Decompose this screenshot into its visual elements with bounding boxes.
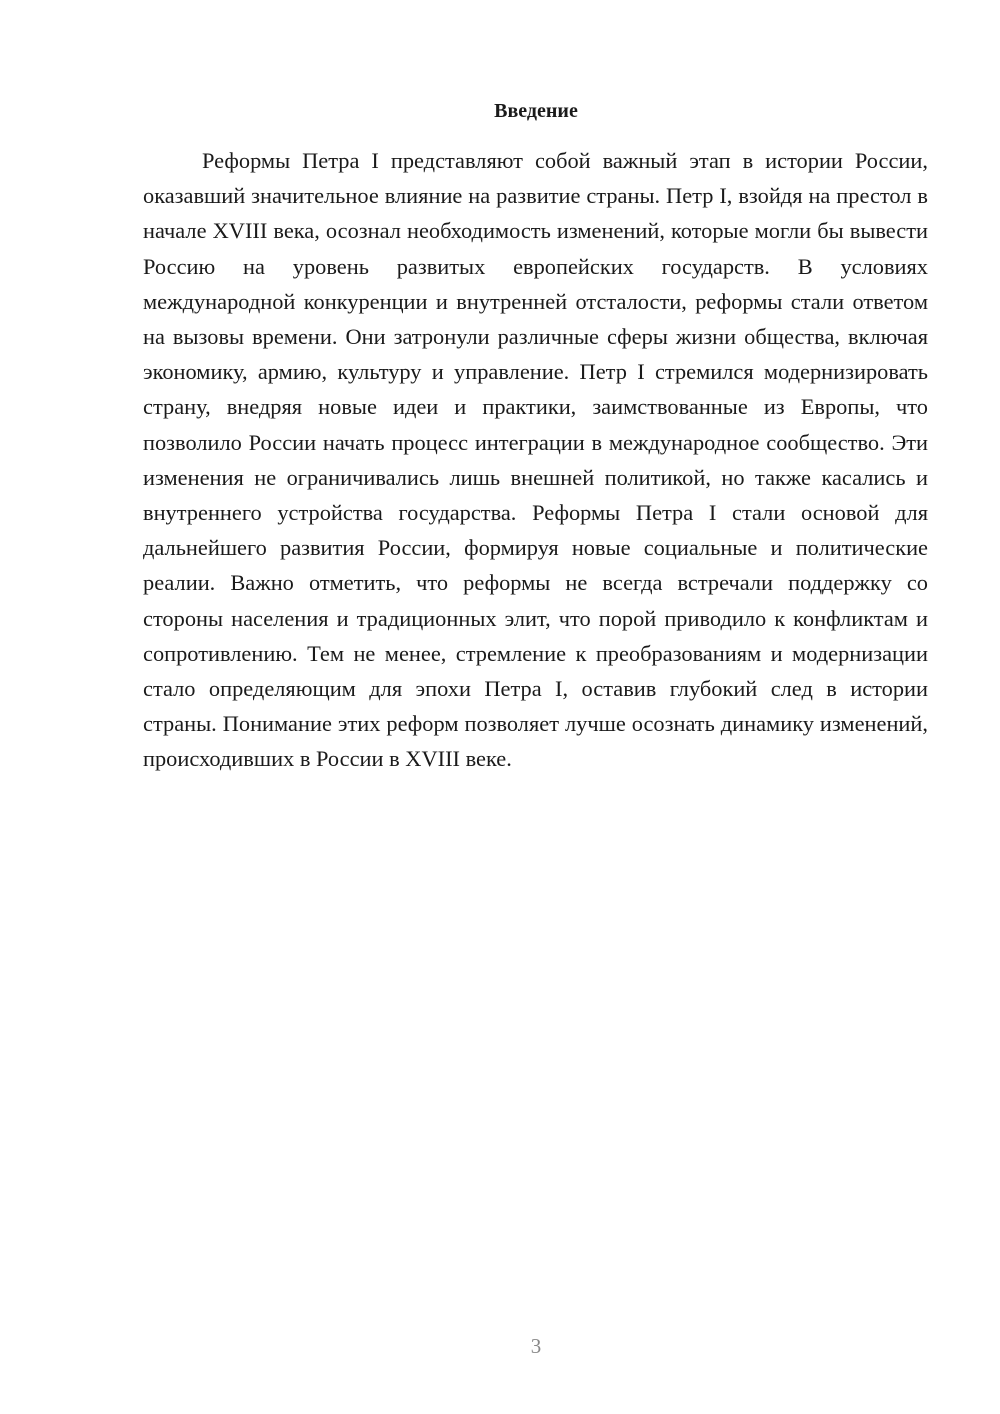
section-title: Введение (494, 100, 578, 122)
body-paragraph: Реформы Петра I представляют собой важный этап в истории России, оказавший значительное влияние на развитие страны. Петр I, взойдя на престол в начале XVIII века, осознал необходимость изменений, которые могли бы вывести Россию на уровень развитых европейских государств. В условиях международной конкуренции и внутренней отсталости, реформы стали ответом на вызовы времени. Они затронули различные сферы жизни общества, включая экономику, армию, культуру и управление. Петр I стремился модернизировать страну, внедряя новые идеи и практики, заимствованные из Европы, что позволило России начать процесс интеграции в международное сообщество. Эти изменения не ограничивались лишь внешней политикой, но также касались и внутреннего устройства государства. Реформы Петра I стали основой для дальнейшего развития России, формируя новые социальные и политические реалии. Важно отметить, что реформы не всегда встречали поддержку со стороны населения и традиционных элит, что порой приводило к конфликтам и сопротивлению. Тем не менее, стремление к преобразованиям и модернизации стало определяющим для эпохи Петра I, оставив глубокий след в истории страны. Понимание этих реформ позволяет лучше осознать динамику изменений, происходивших в России в XVIII веке. (143, 148, 928, 772)
page-number: 3 (530, 1334, 542, 1358)
